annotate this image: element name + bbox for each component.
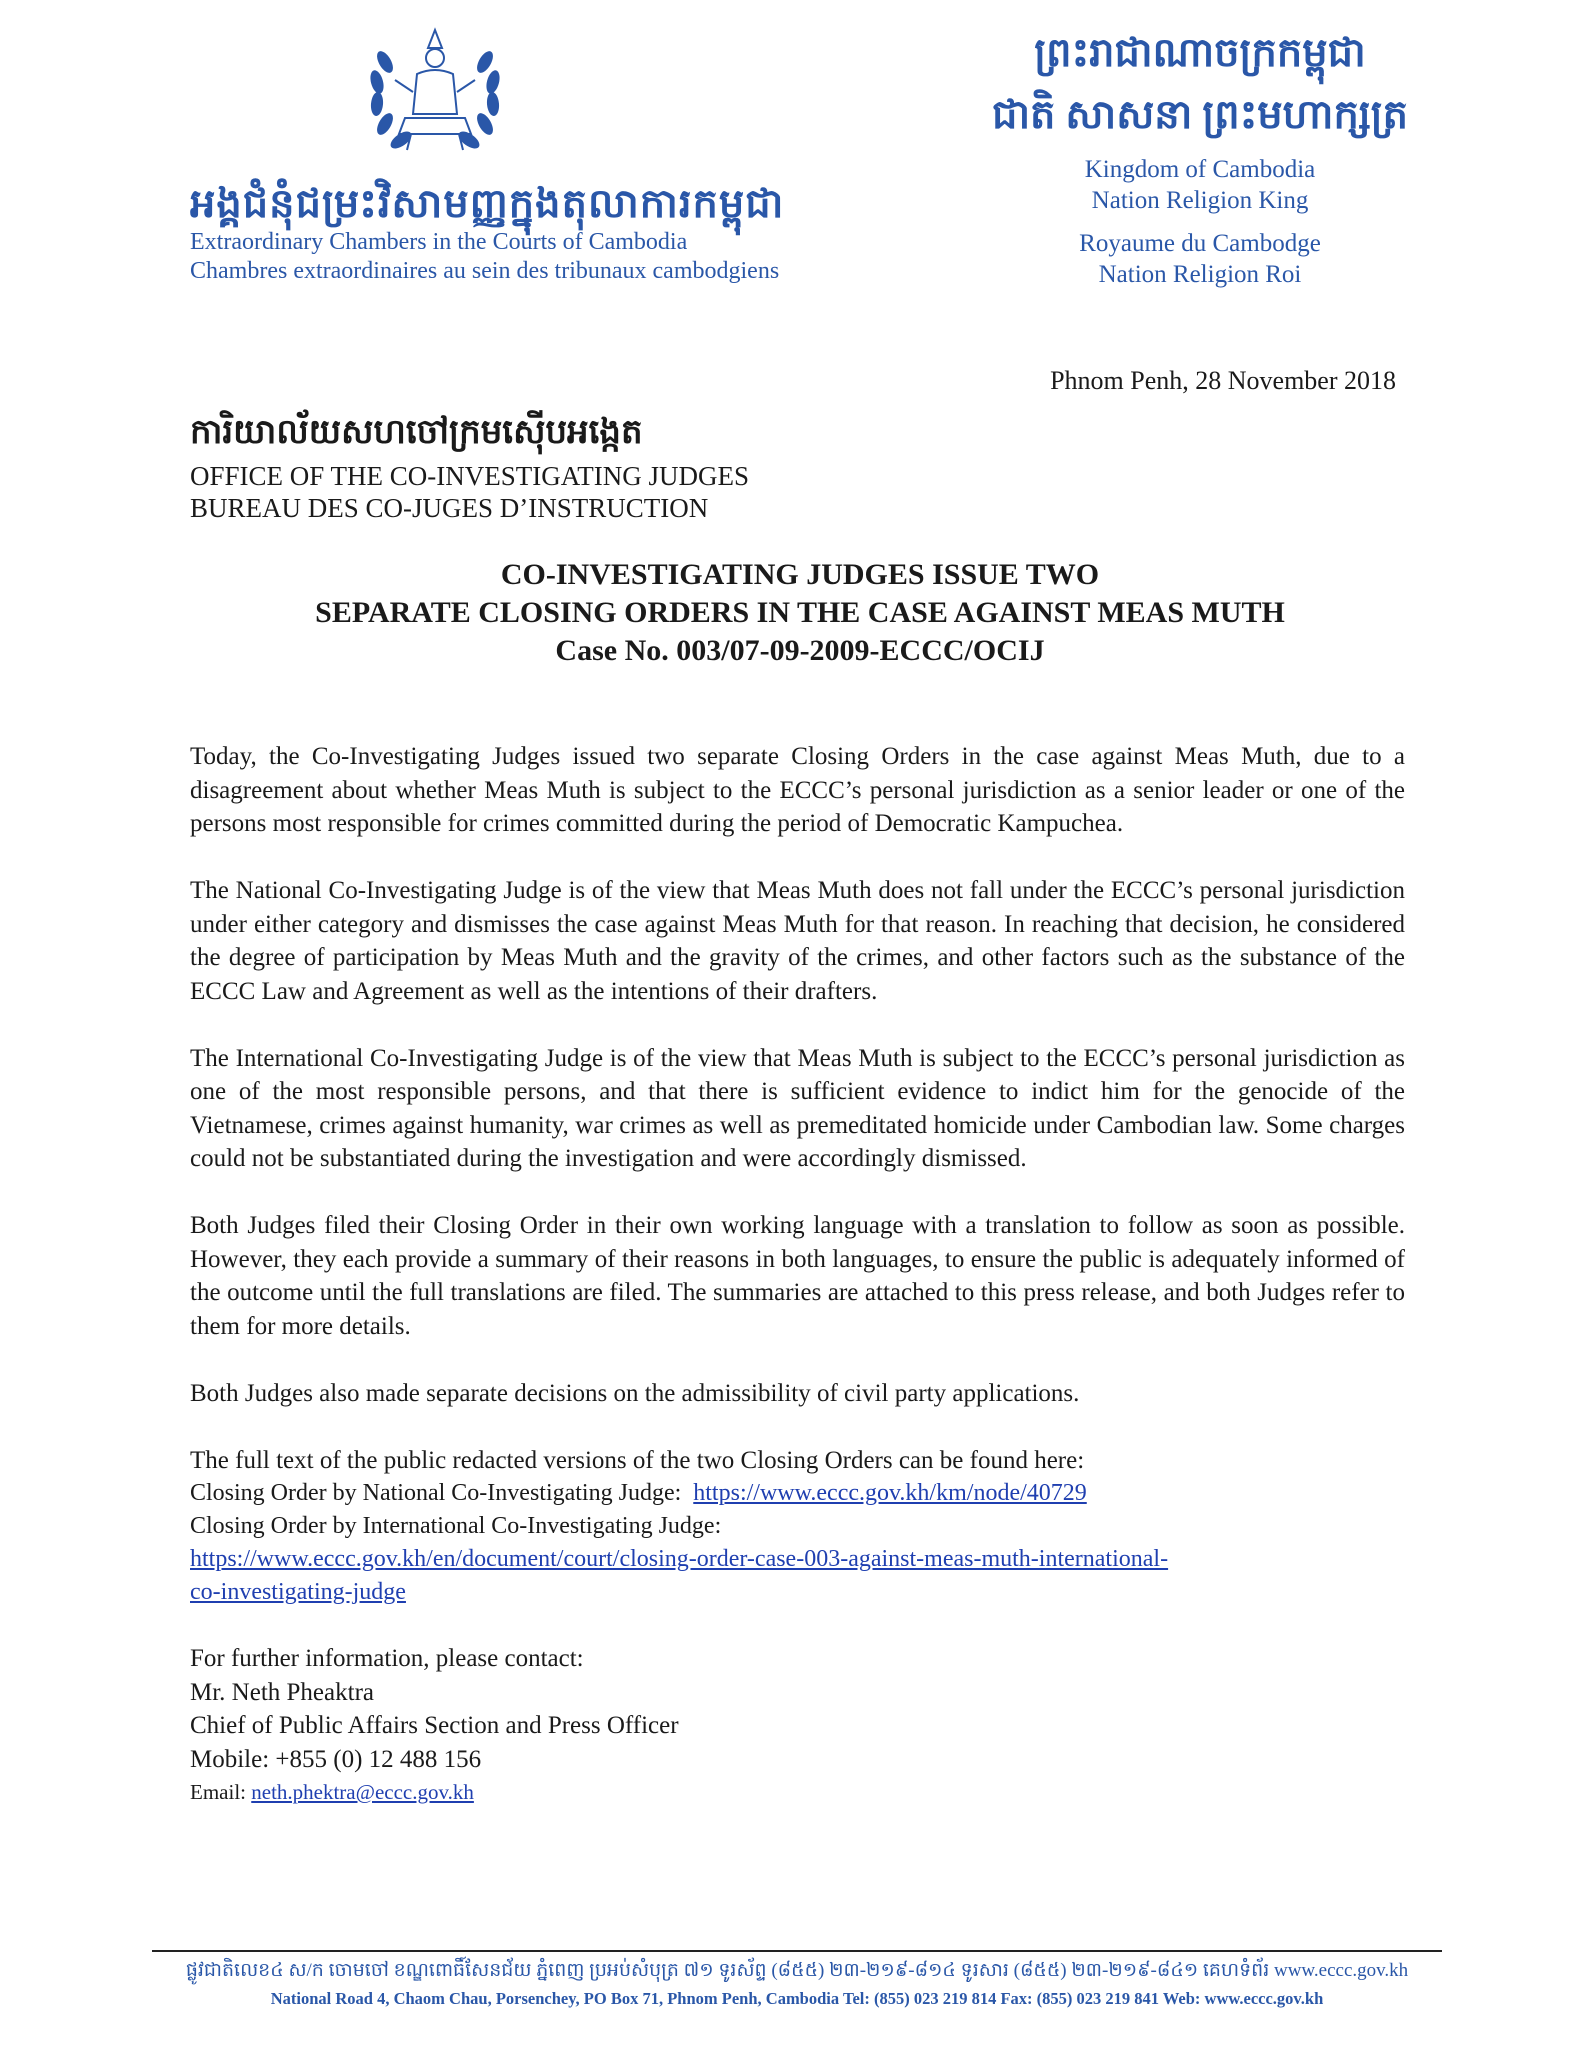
paragraph-2: The National Co-Investigating Judge is of the view that Meas Muth does not fall under the ECCC’s personal jurisdiction under either category and dismisses the case against Meas Muth for that reason. In reaching that decision, he considered the degree of participation by Meas Muth and the gravity of the crimes, and other factors such as the substance of the ECCC Law and Agreement as well as the intentions of their drafters. (190, 877, 1405, 1005)
eccc-emblem (355, 22, 515, 167)
motto-en: Nation Religion King (1091, 187, 1309, 214)
kingdom-fr: Royaume du Cambodge (1079, 230, 1321, 257)
closing-order-links (190, 1477, 1405, 1609)
footer-english-address: National Road 4, Chaom Chau, Porsenchey, PO Box 71, Phnom Penh, Cambodia Tel: (855) 023 219 814 Fax: (855) 023 219 841 Web: www.eccc.gov.kh (270, 1989, 1324, 2008)
office-block (190, 460, 749, 524)
international-order-link[interactable]: https://www.eccc.gov.kh/en/document/court/closing-order-case-003-against-meas-muth-international- (190, 1546, 1169, 1572)
paragraph-4: Both Judges filed their Closing Order in their own working language with a translation to follow as soon as possible. However, they each provide a summary of their reasons in both languages, to ensure the public is adequately informed of the outcome until the full translations are filed. The summaries are attached to this press release, and both Judges refer to them for more details. (190, 1212, 1405, 1340)
title-line-1: CO-INVESTIGATING JUDGES ISSUE TWO (500, 558, 1100, 591)
press-release-title (190, 556, 1410, 670)
case-number: Case No. 003/07-09-2009-ECCC/OCIJ (555, 634, 1045, 667)
footer-divider (152, 1950, 1442, 1952)
paragraph-6: The full text of the public redacted versions of the two Closing Orders can be found here: (190, 1446, 1085, 1474)
contact-intro: For further information, please contact: (190, 1645, 584, 1672)
paragraph-5: Both Judges also made separate decisions on the admissibility of civil party applications. (190, 1379, 1080, 1407)
eccc-name-block (190, 228, 779, 286)
khmer-motto: ជាតិ សាសនា ព្រះមហាក្សត្រ (991, 92, 1409, 137)
contact-block (190, 1642, 1405, 1810)
email-label: Email: (190, 1780, 252, 1804)
press-release-body (190, 740, 1405, 1810)
contact-email-link[interactable]: neth.phektra@eccc.gov.kh (251, 1780, 474, 1804)
khmer-kingdom-block (990, 22, 1410, 146)
national-order-link[interactable]: https://www.eccc.gov.kh/km/node/40729 (693, 1480, 1087, 1506)
khmer-kingdom: ព្រះរាជាណាចក្រកម្ពុជា (1034, 30, 1366, 75)
office-en: OFFICE OF THE CO-INVESTIGATING JUDGES (190, 461, 750, 491)
kingdom-block (1020, 154, 1380, 290)
eccc-emblem-icon (355, 22, 515, 167)
eccc-name-en: Extraordinary Chambers in the Courts of Cambodia (190, 229, 688, 255)
eccc-khmer-name: អង្គជំនុំជម្រះវិសាមញ្ញក្នុងតុលាការកម្ពុជា (190, 181, 785, 226)
national-order-label: Closing Order by National Co-Investigating Judge: (190, 1480, 682, 1506)
office-khmer: ការិយាល័យសហចៅក្រមស៊ើបអង្កេត (190, 414, 643, 451)
contact-name: Mr. Neth Pheaktra (190, 1678, 374, 1706)
contact-mobile: Mobile: +855 (0) 12 488 156 (190, 1745, 482, 1773)
footer-khmer-address: ផ្លូវជាតិលេខ៤ ស/ក ចោមចៅ ខណ្ឌពោធិ៍សែនជ័យ ភ្នំពេញ ប្រអប់សំបុត្រ ៧១ ទូរស័ព្ទ (៨៥៥) ២៣-២១៩-៨១៤ ទូរសារ (៨៥៥) ២៣-២១៩-៨៤១ គេហទំព័រ www.eccc.gov.kh (185, 1960, 1409, 1981)
title-line-2: SEPARATE CLOSING ORDERS IN THE CASE AGAINST MEAS MUTH (315, 596, 1285, 629)
kingdom-en: Kingdom of Cambodia (1084, 156, 1316, 183)
paragraph-1: Today, the Co-Investigating Judges issued two separate Closing Orders in the case against Meas Muth, due to a disagreement about whether Meas Muth is subject to the ECCC’s personal jurisdiction as a senior leader or one of the persons most responsible for crimes committed during the period of Democratic Kampuchea. (190, 743, 1405, 837)
office-fr: BUREAU DES CO-JUGES D’INSTRUCTION (190, 493, 709, 523)
motto-fr: Nation Religion Roi (1098, 261, 1302, 288)
international-order-label: Closing Order by International Co-Investigating Judge: (190, 1513, 722, 1539)
document-date: Phnom Penh, 28 November 2018 (1050, 366, 1396, 395)
eccc-name-fr: Chambres extraordinaires au sein des tribunaux cambodgiens (190, 258, 780, 284)
paragraph-3: The International Co-Investigating Judge is of the view that Meas Muth is subject to the ECCC’s personal jurisdiction as one of the most responsible persons, and that there is sufficient evidence to indict him for the genocide of the Vietnamese, crimes against humanity, war crimes as well as premeditated homicide under Cambodian law. Some charges could not be substantiated during the investigation and were accordingly dismissed. (190, 1044, 1405, 1172)
contact-role: Chief of Public Affairs Section and Press Officer (190, 1712, 679, 1739)
international-order-link-cont[interactable]: co-investigating-judge (190, 1579, 406, 1605)
